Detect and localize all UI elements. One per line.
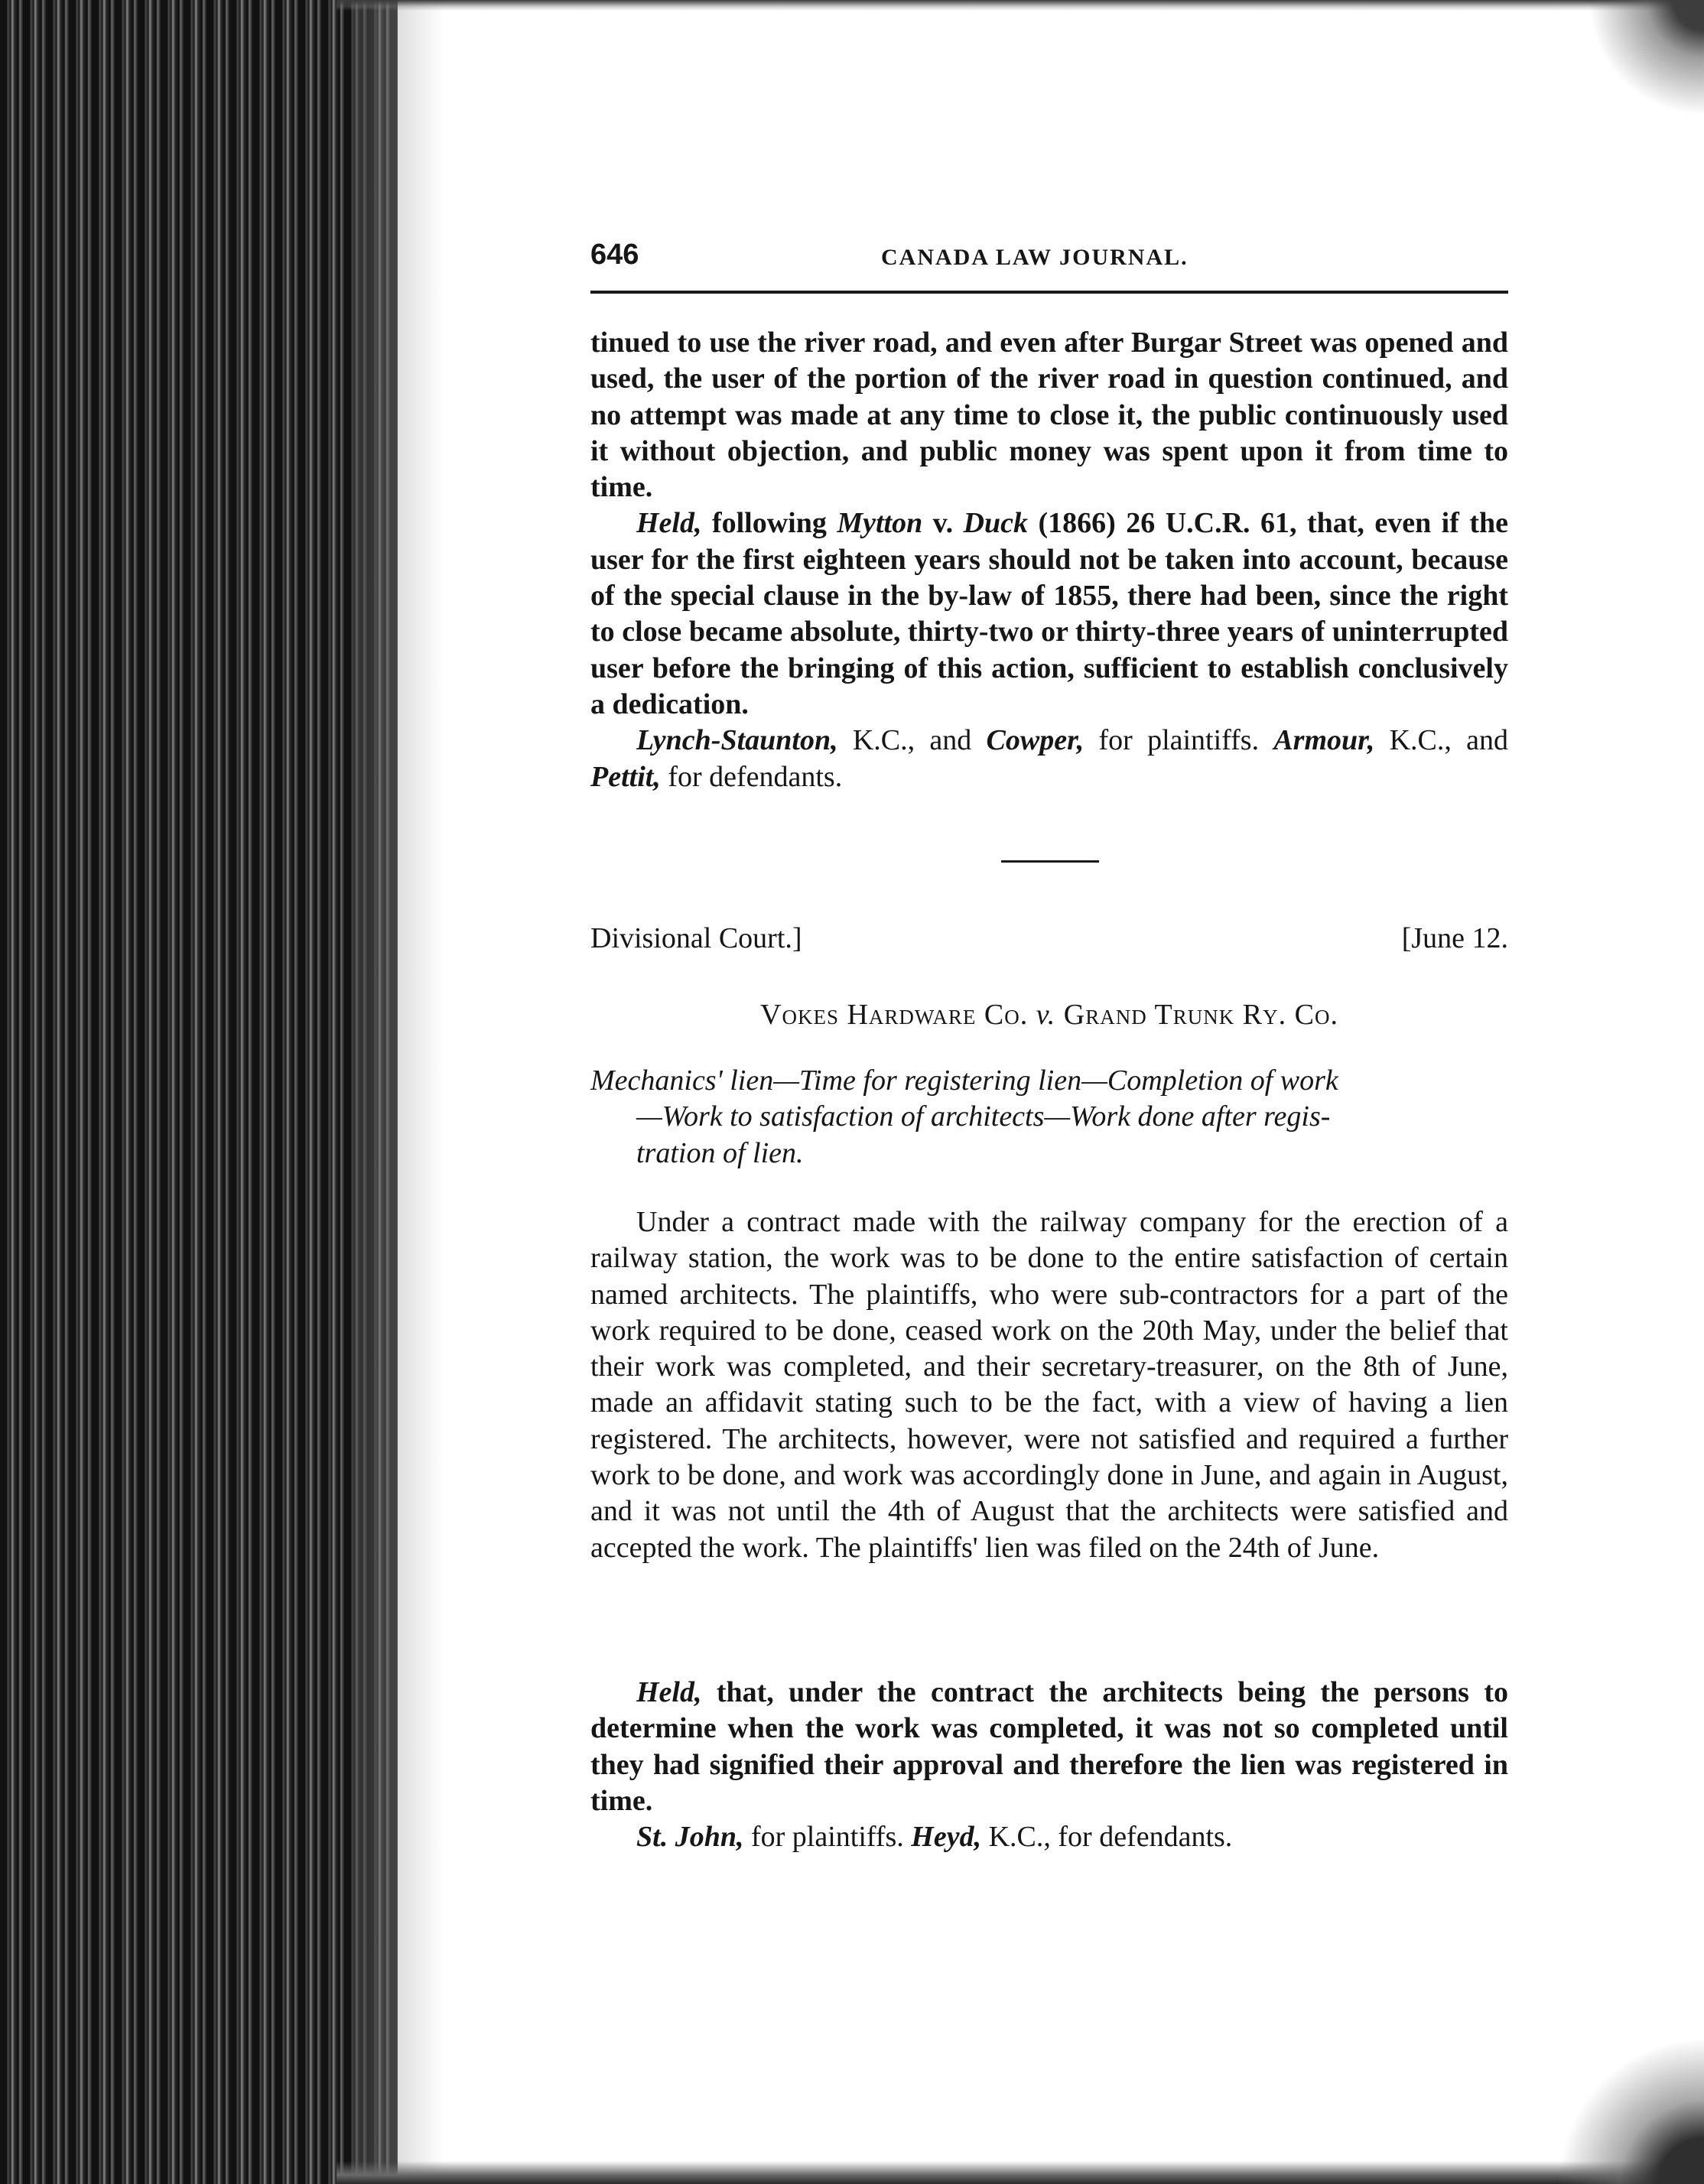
counsel-name: Lynch-Staunton, <box>636 724 838 757</box>
section2-held <box>590 1675 1508 1855</box>
section2-counsel: St. John, for plaintiffs. Heyd, K.C., for defendants. <box>636 1821 1233 1854</box>
section2-held-paragraph: Held, that, under the contract the architects being the persons to determine when the work was completed, it was not so completed until they had signified their approval and therefore the lien was registered in time. <box>590 1676 1508 1817</box>
page-number: 646 <box>590 239 639 271</box>
court-name: Divisional Court.] <box>590 922 802 954</box>
header-rule <box>590 291 1508 294</box>
counsel-name: St. John, <box>636 1821 744 1854</box>
section1-paragraph: tinued to use the river road, and even after Burgar Street was opened and used, the user of the portion of the river road in question continued, and no attempt was made at any time to close it, the public continuously used it without objection, and public money was spent upon it from time to time. <box>590 327 1508 504</box>
page-header <box>590 239 1508 277</box>
counsel-name: Pettit, <box>590 760 661 793</box>
book-spine-shadow <box>0 0 398 2184</box>
counsel-name: Armour, <box>1273 724 1375 757</box>
held-label: Held, <box>636 1676 702 1708</box>
scan-corner-bottom-right <box>1559 2031 1704 2184</box>
running-title: CANADA LAW JOURNAL. <box>881 245 1189 270</box>
section2-body <box>590 1204 1508 1566</box>
decision-date: [June 12. <box>1401 922 1508 954</box>
section2-paragraph: Under a contract made with the railway company for the erection of a railway station, the work was to be done to the entire satisfaction of certain named architects. The plaintiffs, who were sub-contractors for a part of the work required to be done, ceased work on the 20th May, under the belief that their work was completed, and their secretary-treasurer, on the 8th of June, made an affidavit stating such to be the fact, with a view of having a lien registered. The architects, however, were not satisfied and required a further work to be done, and work was accordingly done in June, and again in August, and it was not until the 4th of August that the architects were satisfied and accepted the work. The plaintiffs' lien was filed on the 24th of June. <box>590 1206 1508 1564</box>
counsel-name: Heyd, <box>911 1821 982 1854</box>
case-name: Duck <box>963 507 1028 540</box>
page-edge-top <box>337 0 1704 11</box>
held-label: Held, <box>636 507 702 540</box>
scan-corner-top-right <box>1574 0 1704 115</box>
section1-counsel: Lynch-Staunton, K.C., and Cowper, for plaintiffs. Armour, K.C., and Pettit, for defendants. <box>590 724 1509 793</box>
section1-body <box>590 325 1508 795</box>
section1-held-paragraph: Held, following Mytton v. Duck (1866) 26 U.C.R. 61, that, even if the user for the first eighteen years should not be taken into account, because of the special clause in the by-law of 1855, there had been, since the right to close became absolute, thirty-two or thirty-three years of uninterrupted user before the bringing of this action, sufficient to establish conclusively a dedication. <box>590 507 1508 720</box>
case-name: Mytton <box>837 507 923 540</box>
headnote-line: —Work to satisfaction of architects—Work done after regis- <box>636 1100 1331 1133</box>
headnote-line: Mechanics' lien—Time for registering lien—Completion of work <box>590 1064 1338 1097</box>
headnote-line: tration of lien. <box>636 1136 804 1169</box>
headnote <box>590 1063 1508 1172</box>
case-title: Vokes Hardware Co. v. Grand Trunk Ry. Co. <box>760 999 1338 1031</box>
counsel-name: Cowper, <box>986 724 1085 757</box>
page-edge-bottom <box>337 2161 1704 2184</box>
section-divider <box>1001 860 1099 863</box>
